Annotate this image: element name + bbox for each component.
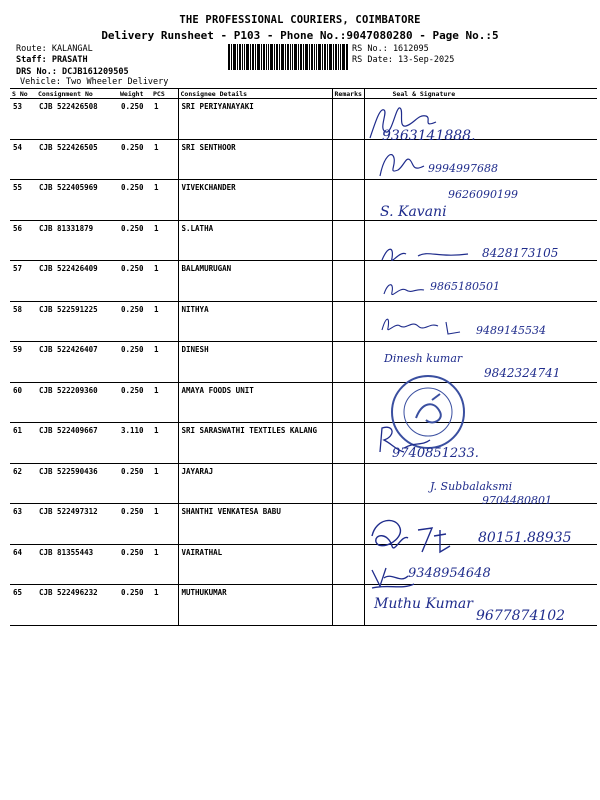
- cell-remarks: [332, 220, 364, 261]
- col-header-sno: S No: [10, 89, 36, 99]
- table-row: [10, 544, 597, 585]
- cell-consignment: CJB 81331879: [36, 220, 118, 261]
- cell-sno: 54: [10, 139, 36, 180]
- cell-sno: 63: [10, 504, 36, 545]
- signature-scribble: [378, 312, 468, 338]
- rs-number: RS No.: 1612095: [352, 44, 429, 54]
- cell-remarks: [332, 99, 364, 140]
- cell-weight: 0.250: [118, 180, 151, 221]
- table-row: [10, 423, 597, 464]
- cell-remarks: [332, 342, 364, 383]
- cell-consignee: BALAMURUGAN: [178, 261, 332, 302]
- signature-name: S. Kavani: [380, 204, 447, 220]
- cell-sno: 55: [10, 180, 36, 221]
- signature-phone: 9677874102: [476, 608, 566, 624]
- cell-weight: 0.250: [118, 261, 151, 302]
- cell-consignee: NITHYA: [178, 301, 332, 342]
- cell-consignee: SRI SARASWATHI TEXTILES KALANG: [178, 423, 332, 464]
- signature-name: Muthu Kumar: [374, 596, 473, 612]
- cell-pcs: 1: [151, 463, 178, 504]
- cell-sno: 59: [10, 342, 36, 383]
- cell-consignment: CJB 522426407: [36, 342, 118, 383]
- cell-pcs: 1: [151, 261, 178, 302]
- cell-consignee: AMAYA FOODS UNIT: [178, 382, 332, 423]
- cell-weight: 0.250: [118, 342, 151, 383]
- cell-weight: 0.250: [118, 463, 151, 504]
- drs-label: DRS No.: DCJB161209505: [16, 67, 129, 77]
- cell-consignee: VAIRATHAL: [178, 544, 332, 585]
- cell-weight: 0.250: [118, 585, 151, 626]
- cell-weight: 0.250: [118, 382, 151, 423]
- cell-pcs: 1: [151, 585, 178, 626]
- cell-consignee: S.LATHA: [178, 220, 332, 261]
- cell-consignee: SRI SENTHOOR: [178, 139, 332, 180]
- cell-consignment: CJB 522426508: [36, 99, 118, 140]
- cell-consignment: CJB 522496232: [36, 585, 118, 626]
- cell-weight: 0.250: [118, 544, 151, 585]
- cell-remarks: [332, 544, 364, 585]
- signature-phone: 9994997688: [428, 162, 498, 175]
- col-header-pcs: PCS: [151, 89, 178, 99]
- col-header-consignee: Consignee Details: [178, 89, 332, 99]
- signature-name: Dinesh kumar: [384, 352, 463, 365]
- cell-consignment: CJB 522591225: [36, 301, 118, 342]
- table-row: [10, 139, 597, 180]
- cell-pcs: 1: [151, 220, 178, 261]
- signature-phone: 9865180501: [430, 280, 500, 293]
- cell-pcs: 1: [151, 382, 178, 423]
- cell-consignee: VIVEKCHANDER: [178, 180, 332, 221]
- cell-pcs: 1: [151, 504, 178, 545]
- cell-consignment: CJB 522405969: [36, 180, 118, 221]
- cell-sno: 61: [10, 423, 36, 464]
- cell-weight: 0.250: [118, 504, 151, 545]
- signature-scribble: [380, 278, 430, 302]
- table-row: [10, 382, 597, 423]
- signature-name: J. Subbalaksmi: [430, 480, 513, 493]
- cell-pcs: 1: [151, 342, 178, 383]
- cell-weight: 3.110: [118, 423, 151, 464]
- cell-weight: 0.250: [118, 139, 151, 180]
- signature-phone: 9363141888.: [382, 128, 476, 144]
- cell-remarks: [332, 504, 364, 545]
- cell-sno: 60: [10, 382, 36, 423]
- signature-phone: 9348954648: [408, 566, 491, 581]
- signature-phone: 8428173105: [482, 246, 559, 260]
- signature-phone: 9489145534: [476, 324, 546, 337]
- table-row: [10, 99, 597, 140]
- cell-consignee: SRI PERIYANAYAKI: [178, 99, 332, 140]
- staff-label: Staff: PRASATH: [16, 55, 88, 65]
- cell-remarks: [332, 139, 364, 180]
- cell-sno: 65: [10, 585, 36, 626]
- signature-phone: 80151.88935: [478, 530, 572, 546]
- cell-pcs: 1: [151, 139, 178, 180]
- col-header-weight: Weight: [118, 89, 151, 99]
- cell-weight: 0.250: [118, 220, 151, 261]
- cell-sno: 53: [10, 99, 36, 140]
- cell-consignee: JAYARAJ: [178, 463, 332, 504]
- cell-consignment: CJB 522426409: [36, 261, 118, 302]
- cell-remarks: [332, 423, 364, 464]
- cell-consignee: DINESH: [178, 342, 332, 383]
- cell-sno: 64: [10, 544, 36, 585]
- cell-consignee: MUTHUKUMAR: [178, 585, 332, 626]
- barcode: [228, 44, 348, 70]
- cell-pcs: 1: [151, 180, 178, 221]
- page-title: THE PROFESSIONAL COURIERS, COIMBATORE: [179, 14, 421, 26]
- col-header-remarks: Remarks: [332, 89, 364, 99]
- cell-pcs: 1: [151, 544, 178, 585]
- cell-weight: 0.250: [118, 301, 151, 342]
- cell-consignment: CJB 522209360: [36, 382, 118, 423]
- cell-consignment: CJB 522590436: [36, 463, 118, 504]
- cell-consignment: CJB 522409667: [36, 423, 118, 464]
- cell-remarks: [332, 463, 364, 504]
- cell-sno: 57: [10, 261, 36, 302]
- cell-remarks: [332, 382, 364, 423]
- cell-consignee: SHANTHI VENKATESA BABU: [178, 504, 332, 545]
- cell-remarks: [332, 585, 364, 626]
- col-header-consignment: Consignment No: [36, 89, 118, 99]
- cell-sno: 56: [10, 220, 36, 261]
- cell-remarks: [332, 301, 364, 342]
- signature-phone: 9704480801: [482, 494, 552, 507]
- signature-phone: 9740851233.: [392, 446, 479, 461]
- cell-sno: 58: [10, 301, 36, 342]
- cell-pcs: 1: [151, 99, 178, 140]
- cell-consignment: CJB 522426505: [36, 139, 118, 180]
- signature-scribble: [366, 512, 466, 562]
- signature-scribble: [378, 240, 478, 270]
- route-label: Route: KALANGAL: [16, 44, 93, 54]
- cell-remarks: [332, 261, 364, 302]
- cell-sno: 62: [10, 463, 36, 504]
- table-row: [10, 261, 597, 302]
- cell-pcs: 1: [151, 301, 178, 342]
- signature-scribble: [374, 146, 434, 186]
- cell-consignment: CJB 522497312: [36, 504, 118, 545]
- cell-remarks: [332, 180, 364, 221]
- col-header-signature: Seal & Signature: [364, 89, 597, 99]
- cell-pcs: 1: [151, 423, 178, 464]
- table-header-row: [10, 89, 597, 99]
- vehicle-label: Vehicle: Two Wheeler Delivery: [20, 77, 169, 87]
- rs-date: RS Date: 13-Sep-2025: [352, 55, 455, 65]
- cell-weight: 0.250: [118, 99, 151, 140]
- cell-consignment: CJB 81355443: [36, 544, 118, 585]
- page-subtitle: Delivery Runsheet - P103 - Phone No.:9047080280 - Page No.:5: [101, 29, 499, 42]
- signature-phone: 9626090199: [448, 188, 518, 201]
- signature-phone: 9842324741: [484, 366, 561, 380]
